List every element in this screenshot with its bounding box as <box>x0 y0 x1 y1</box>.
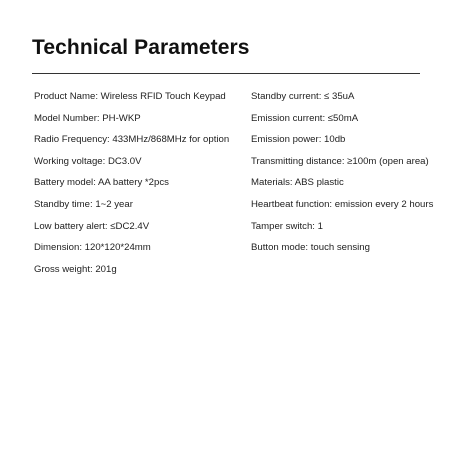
param-product-name: Product Name: Wireless RFID Touch Keypad <box>34 91 226 102</box>
param-model-number: Model Number: PH-WKP <box>34 112 141 124</box>
param-emission-power: Emission power: 10db <box>251 134 346 146</box>
param-tamper-switch: Tamper switch: 1 <box>251 220 323 232</box>
param-radio-frequency: Radio Frequency: 433MHz/868MHz for option <box>34 134 230 146</box>
title-divider <box>32 73 420 74</box>
param-button-mode: Button mode: touch sensing <box>251 242 370 254</box>
param-gross-weight: Gross weight: 201g <box>34 263 117 275</box>
param-transmitting-distance: Transmitting distance: ≥100m (open area) <box>251 155 429 167</box>
right-parameter-column <box>251 89 447 262</box>
param-emission-current: Emission current: ≤50mA <box>251 112 359 124</box>
param-battery-model: Battery model: AA battery *2pcs <box>34 177 169 189</box>
param-standby-time: Standby time: 1~2 year <box>34 198 133 210</box>
param-standby-current: Standby current: ≤ 35uA <box>251 91 355 102</box>
left-parameter-column <box>34 89 244 283</box>
param-materials: Materials: ABS plastic <box>251 177 344 189</box>
param-dimension: Dimension: 120*120*24mm <box>34 242 151 254</box>
page-title: Technical Parameters <box>32 36 250 59</box>
param-low-battery-alert: Low battery alert: ≤DC2.4V <box>34 220 150 232</box>
param-working-voltage: Working voltage: DC3.0V <box>34 155 142 167</box>
param-heartbeat-function: Heartbeat function: emission every 2 hours <box>251 198 434 210</box>
